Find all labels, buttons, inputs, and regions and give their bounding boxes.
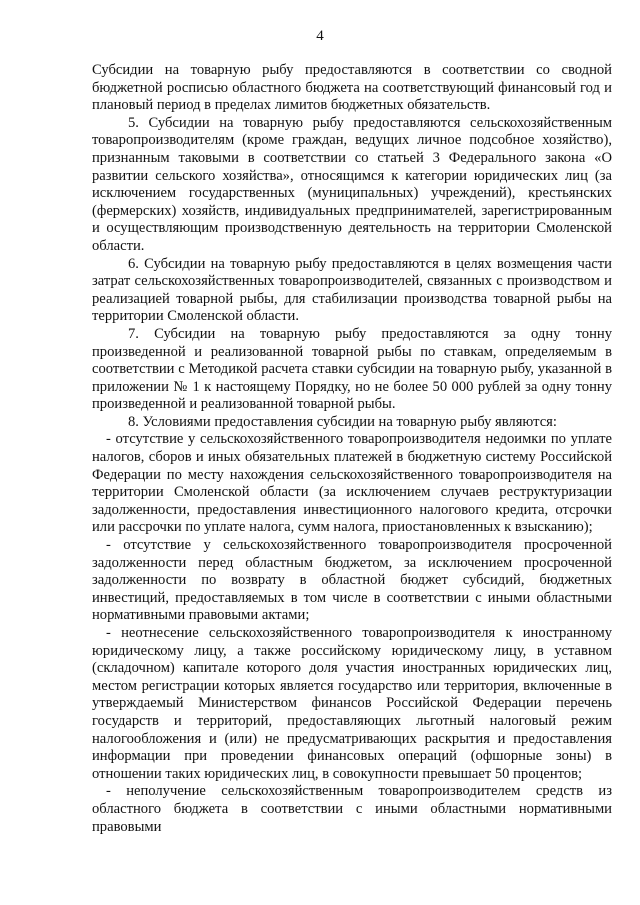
paragraph-8-conditions: 8. Условиями предоставления субсидии на товарную рыбу являются: (128, 413, 557, 430)
condition-not-foreign-entity: - неотнесение сельскохозяйственного товаропроизводителя к иностранному юридическому лицу, а также российскому юридическому лицу, в уставном (складочном) капитале которого доля участия иностранных юридических лиц, местом регистрации которых является государство или территория, включенные в утверждаемый Министерством финансов Российской Федерации перечень государств и территорий, предоставляющих льготный налоговый режим налогообложения и (или) не предусматривающих раскрытия и предоставления информации при проведении финансовых операций (офшорные зоны) в отношении таких юридических лиц, в совокупности превышает 50 процентов; (92, 625, 612, 782)
condition-no-other-funding: - неполучение сельскохозяйственным товаропроизводителем средств из областного бюджета в соответствии с иными областными нормативными правовыми (92, 783, 612, 835)
page-number: 4 (316, 28, 324, 44)
paragraph-6-purpose: 6. Субсидии на товарную рыбу предоставляются в целях возмещения части затрат сельскохозяйственных товаропроизводителей, связанных с производством и реализацией товарной рыбы, для стабилизации производства товарной рыбы на территории Смоленской области. (92, 255, 612, 325)
paragraph-7-rate: 7. Субсидии на товарную рыбу предоставляются за одну тонну произведенной и реализованной товарной рыбы по ставкам, определяемым в соответствии с Методикой расчета ставки субсидии на товарную рыбу, указанной в приложении № 1 к настоящему Порядку, но не более 50 000 рублей за одну тонну произведенной и реализованной товарной рыбы. (92, 325, 612, 413)
condition-no-overdue-debt: - отсутствие у сельскохозяйственного товаропроизводителя просроченной задолженности перед областным бюджетом, за исключением просроченной задолженности по возврату в областной бюджет субсидий, бюджетных инвестиций, предоставляемых в том числе в соответствии с иными областными нормативными правовыми актами; (92, 537, 612, 624)
document-body (92, 62, 612, 836)
paragraph-5-recipients: 5. Субсидии на товарную рыбу предоставляются сельскохозяйственным товаропроизводителям (кроме граждан, ведущих личное подсобное хозяйство), признанным таковыми в соответствии со статьей 3 Федерального закона «О развитии сельского хозяйства», относящимся к категории юридических лиц (за исключением государственных (муниципальных) учреждений), крестьянских (фермерских) хозяйств, индивидуальных предпринимателей, зарегистрированным и осуществляющим производственную деятельность на территории Смоленской области. (92, 114, 612, 254)
paragraph-budget-allocation: Субсидии на товарную рыбу предоставляются в соответствии со сводной бюджетной росписью областного бюджета на соответствующий финансовый год и плановый период в пределах лимитов бюджетных обязательств. (92, 62, 612, 114)
condition-no-tax-arrears: - отсутствие у сельскохозяйственного товаропроизводителя недоимки по уплате налогов, сборов и иных обязательных платежей в бюджетную систему Российской Федерации по месту нахождения сельскохозяйственного товаропроизводителя на территории Смоленской области (за исключением случаев реструктуризации задолженности, предоставления инвестиционного налогового кредита, отсрочки или рассрочки по уплате налога, сумм налога, приостановленных к взысканию); (92, 431, 612, 536)
